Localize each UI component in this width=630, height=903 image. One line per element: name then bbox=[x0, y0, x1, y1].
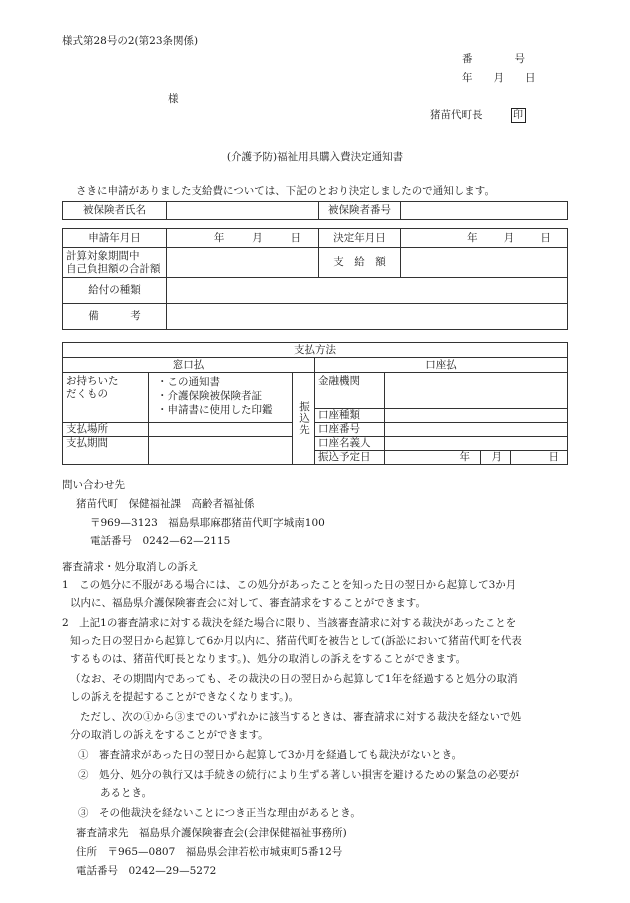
account-number-label: 口座番号 bbox=[315, 423, 385, 437]
decision-date-label: 決定年月日 bbox=[319, 229, 401, 248]
transfer-date-year: 年 bbox=[385, 451, 481, 465]
appeal-p2-line2: 知った日の翌日から起算して6か月以内に、猪苗代町を被告として(訴訟において猪苗代町を代表 bbox=[70, 635, 522, 647]
payment-place-label: 支払場所 bbox=[63, 423, 149, 437]
recipient-suffix: 様 bbox=[168, 93, 179, 105]
form-number: 様式第28号の2(第23条関係) bbox=[62, 35, 199, 47]
window-payment-heading: 窓口払 bbox=[63, 358, 315, 373]
insured-info-table bbox=[62, 201, 568, 220]
date-year: 年 bbox=[213, 231, 225, 244]
inquiry-office: 猪苗代町 保健福祉課 高齢者福祉係 bbox=[76, 498, 255, 510]
bank-label: 金融機関 bbox=[315, 373, 385, 409]
account-payment-heading: 口座払 bbox=[315, 358, 568, 373]
appeal-heading: 審査請求・処分取消しの訴え bbox=[62, 561, 199, 573]
account-holder-field[interactable] bbox=[385, 437, 568, 451]
inquiry-heading: 問い合わせ先 bbox=[62, 479, 125, 491]
appeal-condition-2-line1: ② 処分、処分の執行又は手続きの続行により生ずる著しい損害を避けるための緊急の必要が bbox=[78, 769, 519, 781]
payment-method-table bbox=[62, 342, 568, 465]
decision-date-field[interactable] bbox=[401, 229, 568, 248]
list-item: ・介護保険被保険者証 bbox=[157, 390, 262, 402]
intro-text: さきに申請がありました支給費については、下記のとおり決定しましたので通知します。 bbox=[76, 185, 495, 197]
date-month: 月 bbox=[252, 231, 263, 244]
insured-name-label: 被保険者氏名 bbox=[63, 202, 167, 220]
transfer-date-month: 月 bbox=[481, 451, 511, 465]
payment-period-field[interactable] bbox=[149, 437, 293, 465]
payment-period-label: 支払期間 bbox=[63, 437, 149, 465]
payment-place-field[interactable] bbox=[149, 423, 293, 437]
payment-amount-field[interactable] bbox=[401, 248, 568, 278]
appeal-p3-line1: （なお、その期間内であっても、その裁決の日の翌日から起算して1年を経過すると処分の取消 bbox=[70, 673, 518, 685]
appeal-condition-1: ① 審査請求があった日の翌日から起算して3か月を経過しても裁決がないとき。 bbox=[78, 749, 463, 761]
account-type-label: 口座種類 bbox=[315, 409, 385, 423]
benefit-type-label: 給付の種類 bbox=[63, 278, 167, 304]
appeal-condition-2-line2: あるとき。 bbox=[100, 787, 153, 799]
seal-stamp: 印 bbox=[511, 108, 526, 123]
payment-method-heading: 支払方法 bbox=[63, 343, 568, 358]
decision-table bbox=[62, 228, 568, 330]
list-item: ・申請書に使用した印鑑 bbox=[157, 404, 273, 416]
appeal-p4-line2: 分の取消しの訴えをすることができます。 bbox=[70, 729, 269, 741]
document-number: 番 号 bbox=[462, 53, 525, 65]
date-day: 日 bbox=[540, 231, 551, 244]
issuer-name: 猪苗代町長 bbox=[430, 109, 483, 121]
copay-total-label bbox=[63, 248, 167, 278]
bank-field[interactable] bbox=[385, 373, 568, 409]
document-date: 年 月 日 bbox=[462, 72, 536, 84]
appeal-p1-line1: 1 この処分に不服がある場合には、この処分があったことを知った日の翌日から起算して3か月 bbox=[62, 579, 517, 591]
appeal-destination-address: 住所 〒965—0807 福島県会津若松市城東町5番12号 bbox=[76, 846, 343, 858]
remarks-label: 備 考 bbox=[63, 304, 167, 330]
date-month: 月 bbox=[503, 231, 515, 244]
appeal-destination-phone: 電話番号 0242—29—5272 bbox=[76, 865, 217, 877]
copay-label-line2: 自己負担額の合計額 bbox=[66, 262, 161, 275]
appeal-p2-line1: 2 上記1の審査請求に対する裁決を経た場合に限り、当該審査請求に対する裁決があったことを bbox=[62, 617, 517, 629]
account-type-field[interactable] bbox=[385, 409, 568, 423]
appeal-destination: 審査請求先 福島県介護保険審査会(会津保健福祉事務所) bbox=[76, 827, 347, 839]
inquiry-address: 〒969—3123 福島県耶麻郡猪苗代町字城南100 bbox=[90, 517, 325, 529]
account-holder-label: 口座名義人 bbox=[315, 437, 385, 451]
items-to-bring-list bbox=[149, 373, 293, 423]
insured-number-label: 被保険者番号 bbox=[319, 202, 401, 220]
transfer-date-day: 日 bbox=[511, 451, 568, 465]
list-item: ・この通知書 bbox=[157, 376, 220, 388]
insured-name-field[interactable] bbox=[167, 202, 319, 220]
items-label-line2: だくもの bbox=[66, 388, 108, 400]
appeal-condition-3: ③ その他裁決を経ないことにつき正当な理由があるとき。 bbox=[78, 807, 361, 819]
copay-label-line1: 計算対象期間中 bbox=[66, 249, 140, 262]
copay-total-field[interactable] bbox=[167, 248, 319, 278]
items-label-line1: お持ちいた bbox=[66, 375, 119, 387]
items-to-bring-label bbox=[63, 373, 149, 423]
benefit-type-field[interactable] bbox=[167, 278, 568, 304]
appeal-p1-line2: 以内に、福島県介護保険審査会に対して、審査請求をすることができます。 bbox=[70, 597, 426, 609]
document-title: (介護予防)福祉用具購入費決定通知書 bbox=[226, 151, 404, 163]
application-date-label: 申請年月日 bbox=[63, 229, 167, 248]
insured-number-field[interactable] bbox=[401, 202, 568, 220]
transfer-date-label: 振込予定日 bbox=[315, 451, 385, 465]
account-number-field[interactable] bbox=[385, 423, 568, 437]
appeal-p4-line1: ただし、次の①から③までのいずれかに該当するときは、審査請求に対する裁決を経ないで処 bbox=[80, 711, 521, 723]
date-year: 年 bbox=[467, 231, 478, 244]
transfer-destination-label: 振込先 bbox=[293, 373, 315, 465]
payment-amount-label: 支 給 額 bbox=[319, 248, 401, 278]
appeal-p2-line3: するものは、猪苗代町長となります。)、処分の取消しの訴えをすることができます。 bbox=[70, 653, 467, 665]
date-day: 日 bbox=[290, 231, 302, 244]
application-date-field[interactable] bbox=[167, 229, 319, 248]
inquiry-phone: 電話番号 0242—62—2115 bbox=[90, 535, 231, 547]
remarks-field[interactable] bbox=[167, 304, 568, 330]
issuer bbox=[430, 108, 526, 123]
appeal-p3-line2: しの訴えを提起することができなくなります。)。 bbox=[70, 691, 300, 703]
